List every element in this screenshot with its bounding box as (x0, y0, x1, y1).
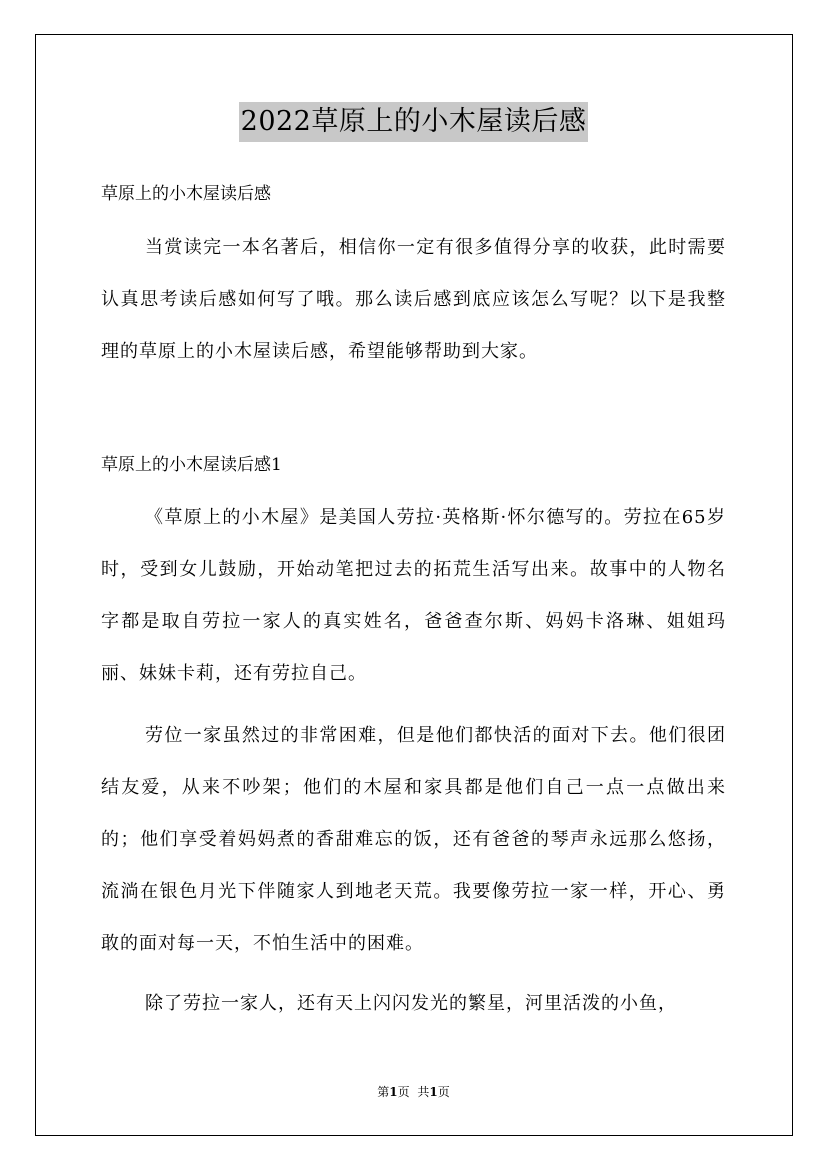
document-title (0, 100, 827, 142)
intro-paragraph: 当赏读完一本名著后，相信你一定有很多值得分享的收获，此时需要认真思考读后感如何写了哦。那么读后感到底应该怎么写呢？以下是我整理的草原上的小木屋读后感，希望能够帮助到大家。 (101, 237, 726, 362)
essay1-paragraph-1: 《草原上的小木屋》是美国人劳拉·英格斯·怀尔德写的。劳拉在65岁时，受到女儿鼓励，开始动笔把过去的拓荒生活写出来。故事中的人物名字都是取自劳拉一家人的真实姓名，爸爸查尔斯、妈妈卡洛琳、姐姐玛丽、妹妹卡莉，还有劳拉自己。 (101, 507, 726, 684)
page-footer (0, 1084, 827, 1100)
footer-page-current: 1 (389, 1085, 398, 1099)
footer-total-prefix: 共 (417, 1085, 430, 1099)
document-title-text: 2022草原上的小木屋读后感 (239, 102, 589, 142)
essay1-heading: 草原上的小木屋读后感1 (101, 455, 282, 475)
footer-page-prefix: 第 (377, 1085, 390, 1099)
essay1-paragraph-3: 除了劳拉一家人，还有天上闪闪发光的繁星，河里活泼的小鱼， (145, 993, 677, 1014)
footer-page-total: 1 (429, 1085, 438, 1099)
footer-page-suffix: 页 (397, 1085, 410, 1099)
essay1-paragraph-2: 劳位一家虽然过的非常困难，但是他们都快活的面对下去。他们很团结友爱，从来不吵架；他们的木屋和家具都是他们自己一点一点做出来的；他们享受着妈妈煮的香甜难忘的饭，还有爸爸的琴声永远那么悠扬，流淌在银色月光下伴随家人到地老天荒。我要像劳拉一家一样，开心、勇敢的面对每一天，不怕生活中的困难。 (101, 725, 726, 954)
intro-heading: 草原上的小木屋读后感 (101, 184, 271, 204)
footer-total-suffix: 页 (437, 1085, 450, 1099)
